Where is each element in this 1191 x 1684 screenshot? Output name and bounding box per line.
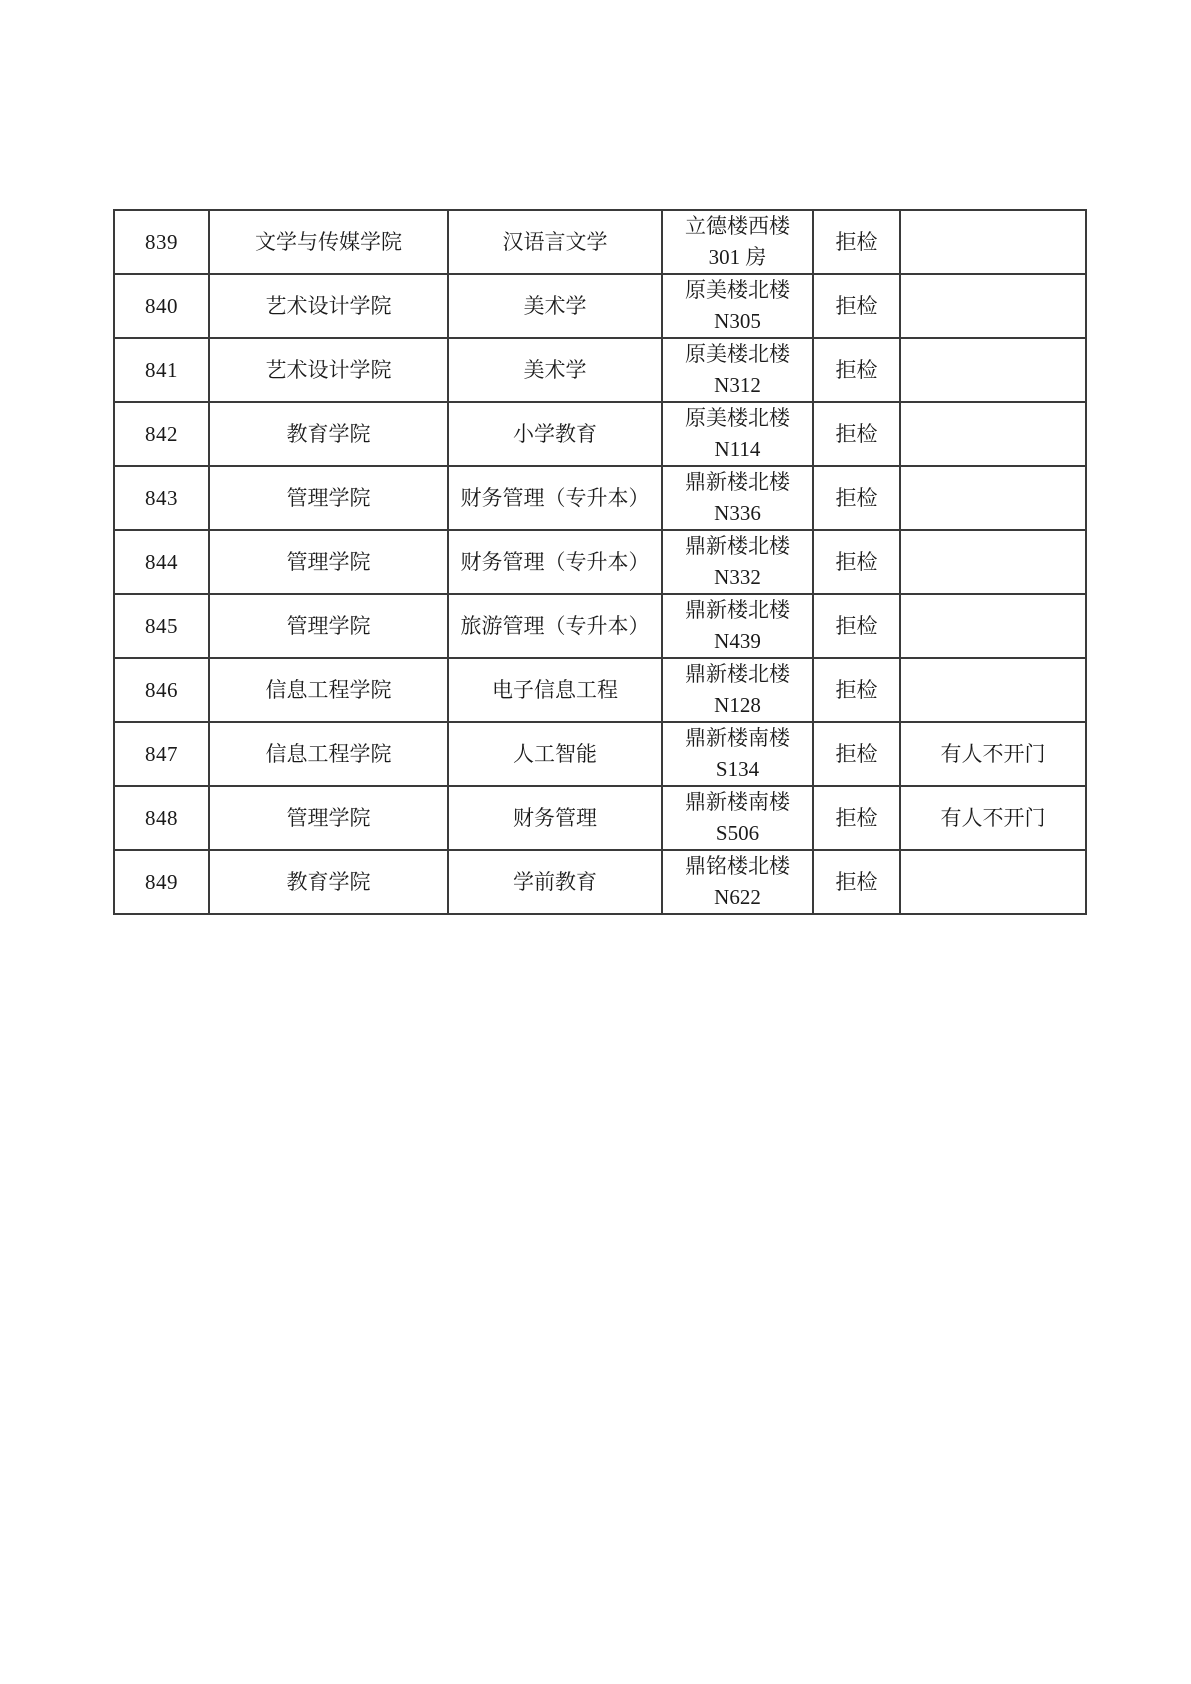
cell-status: 拒检 [813, 466, 900, 530]
cell-number: 847 [114, 722, 209, 786]
cell-major: 电子信息工程 [448, 658, 662, 722]
location-room: N114 [714, 437, 761, 461]
location-building: 原美楼北楼 [685, 278, 790, 302]
table-row [114, 274, 1086, 338]
cell-status: 拒检 [813, 210, 900, 274]
cell-number: 840 [114, 274, 209, 338]
location-room: N332 [714, 565, 761, 589]
location-room: N336 [714, 501, 761, 525]
location-building: 原美楼北楼 [685, 406, 790, 430]
cell-number: 842 [114, 402, 209, 466]
cell-number: 848 [114, 786, 209, 850]
cell-major: 旅游管理（专升本） [448, 594, 662, 658]
cell-location [662, 210, 813, 274]
table-row [114, 210, 1086, 274]
location-building: 鼎新楼北楼 [685, 534, 790, 558]
cell-major: 人工智能 [448, 722, 662, 786]
cell-college: 信息工程学院 [209, 658, 448, 722]
cell-note [900, 402, 1086, 466]
location-room: 301 房 [708, 245, 767, 269]
cell-major: 美术学 [448, 338, 662, 402]
cell-college: 信息工程学院 [209, 722, 448, 786]
location-building: 鼎新楼北楼 [685, 662, 790, 686]
cell-number: 846 [114, 658, 209, 722]
cell-location [662, 466, 813, 530]
cell-note [900, 530, 1086, 594]
cell-major: 财务管理 [448, 786, 662, 850]
table-row [114, 850, 1086, 914]
cell-status: 拒检 [813, 594, 900, 658]
location-building: 原美楼北楼 [685, 342, 790, 366]
location-room: N305 [714, 309, 761, 333]
cell-location [662, 274, 813, 338]
cell-location [662, 402, 813, 466]
cell-location [662, 850, 813, 914]
cell-note [900, 850, 1086, 914]
cell-college: 管理学院 [209, 594, 448, 658]
cell-location [662, 786, 813, 850]
location-building: 鼎新楼南楼 [685, 790, 790, 814]
cell-note [900, 274, 1086, 338]
cell-status: 拒检 [813, 402, 900, 466]
inspection-table [113, 209, 1087, 915]
cell-number: 843 [114, 466, 209, 530]
cell-college: 管理学院 [209, 530, 448, 594]
cell-number: 841 [114, 338, 209, 402]
cell-major: 美术学 [448, 274, 662, 338]
cell-note [900, 594, 1086, 658]
cell-status: 拒检 [813, 850, 900, 914]
cell-college: 文学与传媒学院 [209, 210, 448, 274]
cell-number: 849 [114, 850, 209, 914]
location-room: S134 [715, 757, 760, 781]
cell-location [662, 530, 813, 594]
table-row [114, 402, 1086, 466]
cell-college: 管理学院 [209, 466, 448, 530]
cell-number: 844 [114, 530, 209, 594]
location-building: 鼎新楼南楼 [685, 726, 790, 750]
table-row [114, 722, 1086, 786]
cell-note: 有人不开门 [900, 786, 1086, 850]
cell-number: 839 [114, 210, 209, 274]
cell-major: 小学教育 [448, 402, 662, 466]
cell-location [662, 338, 813, 402]
location-room: N312 [714, 373, 761, 397]
location-building: 鼎新楼北楼 [685, 598, 790, 622]
cell-status: 拒检 [813, 530, 900, 594]
cell-note [900, 466, 1086, 530]
location-room: N439 [714, 629, 761, 653]
cell-college: 艺术设计学院 [209, 338, 448, 402]
location-room: N128 [714, 693, 761, 717]
cell-location [662, 594, 813, 658]
cell-college: 教育学院 [209, 850, 448, 914]
cell-location [662, 722, 813, 786]
table-row [114, 786, 1086, 850]
cell-major: 财务管理（专升本） [448, 466, 662, 530]
table-row [114, 338, 1086, 402]
table-row [114, 658, 1086, 722]
cell-major: 学前教育 [448, 850, 662, 914]
location-building: 立德楼西楼 [685, 214, 790, 238]
cell-college: 管理学院 [209, 786, 448, 850]
cell-major: 财务管理（专升本） [448, 530, 662, 594]
cell-status: 拒检 [813, 786, 900, 850]
cell-status: 拒检 [813, 658, 900, 722]
cell-college: 艺术设计学院 [209, 274, 448, 338]
location-room: S506 [715, 821, 760, 845]
cell-college: 教育学院 [209, 402, 448, 466]
cell-status: 拒检 [813, 274, 900, 338]
table-row [114, 466, 1086, 530]
cell-number: 845 [114, 594, 209, 658]
table-row [114, 594, 1086, 658]
cell-note [900, 338, 1086, 402]
cell-note [900, 658, 1086, 722]
cell-status: 拒检 [813, 722, 900, 786]
cell-note: 有人不开门 [900, 722, 1086, 786]
cell-status: 拒检 [813, 338, 900, 402]
location-building: 鼎铭楼北楼 [685, 854, 790, 878]
location-building: 鼎新楼北楼 [685, 470, 790, 494]
table-row [114, 530, 1086, 594]
cell-major: 汉语言文学 [448, 210, 662, 274]
location-room: N622 [714, 885, 761, 909]
cell-note [900, 210, 1086, 274]
cell-location [662, 658, 813, 722]
